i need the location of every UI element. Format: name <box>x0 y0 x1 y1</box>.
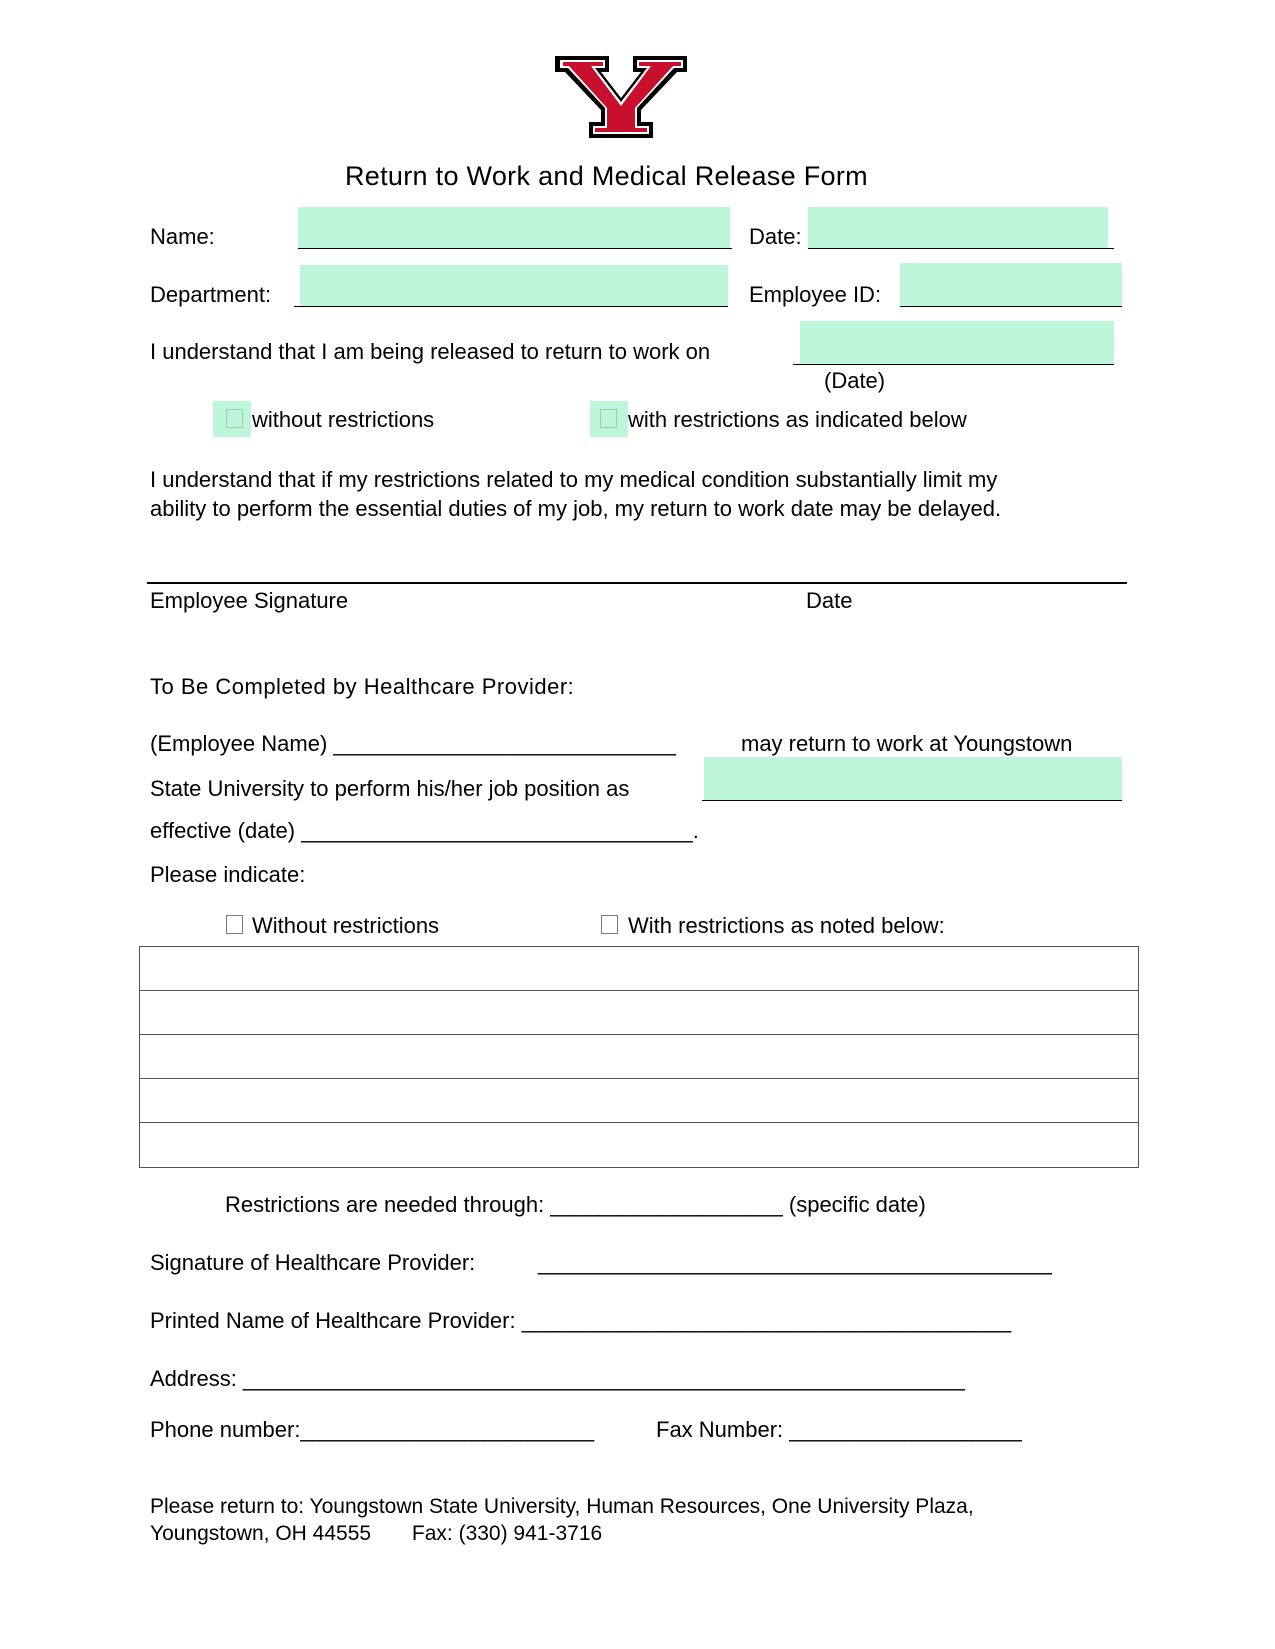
department-field[interactable] <box>300 265 728 307</box>
without-restrictions-label: without restrictions <box>252 407 435 432</box>
release-date-field-underline <box>793 364 1114 365</box>
provider-with-restrictions-checkbox[interactable] <box>601 915 618 934</box>
restriction-row-2[interactable] <box>140 991 1138 1035</box>
provider-position-text: State University to perform his/her job position as <box>150 776 630 801</box>
name-field-underline <box>298 248 732 249</box>
provider-return-text: may return to work at Youngstown <box>741 731 1073 756</box>
restrictions-through: Restrictions are needed through: ___________________ (specific date) <box>225 1192 926 1217</box>
release-date-caption: (Date) <box>824 368 886 393</box>
ysu-logo <box>553 54 689 140</box>
name-label: Name: <box>150 224 215 249</box>
job-position-field[interactable] <box>704 757 1122 801</box>
restriction-row-5[interactable] <box>140 1123 1138 1167</box>
job-position-field-underline <box>702 800 1122 801</box>
employee-signature-date-label: Date <box>806 588 853 613</box>
understanding-line-1: I understand that if my restrictions related to my medical condition substantially limit my <box>150 467 998 492</box>
employee-id-field-underline <box>900 306 1122 307</box>
restrictions-table <box>139 946 1139 1168</box>
with-restrictions-label: with restrictions as indicated below <box>628 407 967 432</box>
provider-signature-label: Signature of Healthcare Provider: <box>150 1250 476 1275</box>
with-restrictions-checkbox[interactable] <box>600 409 617 428</box>
form-title: Return to Work and Medical Release Form <box>345 161 868 191</box>
employee-signature-label: Employee Signature <box>150 588 349 613</box>
restriction-row-1[interactable] <box>140 947 1138 991</box>
department-field-underline <box>294 306 728 307</box>
date-field[interactable] <box>808 207 1108 249</box>
restriction-row-3[interactable] <box>140 1035 1138 1079</box>
date-field-underline <box>808 248 1114 249</box>
without-restrictions-checkbox[interactable] <box>226 409 243 428</box>
provider-fax: Fax Number: ___________________ <box>656 1417 1022 1442</box>
department-label: Department: <box>150 282 272 307</box>
provider-phone: Phone number:________________________ <box>150 1417 595 1442</box>
understanding-line-2: ability to perform the essential duties of my job, my return to work date may be delayed. <box>150 496 1002 521</box>
effective-date-text: effective (date) ________________________________. <box>150 818 699 843</box>
release-statement: I understand that I am being released to return to work on <box>150 339 711 364</box>
signature-line <box>147 582 1127 584</box>
provider-employee-name: (Employee Name) ____________________________ <box>150 731 676 756</box>
provider-without-restrictions-checkbox[interactable] <box>226 915 243 934</box>
employee-id-label: Employee ID: <box>749 282 882 307</box>
employee-id-field[interactable] <box>900 263 1122 307</box>
provider-signature-line: __________________________________________ <box>538 1250 1052 1275</box>
restriction-row-4[interactable] <box>140 1079 1138 1123</box>
please-indicate-label: Please indicate: <box>150 862 306 887</box>
date-label: Date: <box>749 224 802 249</box>
footer-line-2: Youngstown, OH 44555 Fax: (330) 941-3716 <box>150 1522 603 1545</box>
release-date-field[interactable] <box>800 321 1114 365</box>
provider-without-restrictions-label: Without restrictions <box>252 913 440 938</box>
provider-with-restrictions-label: With restrictions as noted below: <box>628 913 945 938</box>
provider-heading: To Be Completed by Healthcare Provider: <box>150 674 575 699</box>
footer-line-1: Please return to: Youngstown State University, Human Resources, One University Plaza, <box>150 1495 974 1518</box>
name-field[interactable] <box>298 207 730 249</box>
provider-address: Address: ___________________________________________________________ <box>150 1366 965 1391</box>
provider-printed-name: Printed Name of Healthcare Provider: ________________________________________ <box>150 1308 1012 1333</box>
